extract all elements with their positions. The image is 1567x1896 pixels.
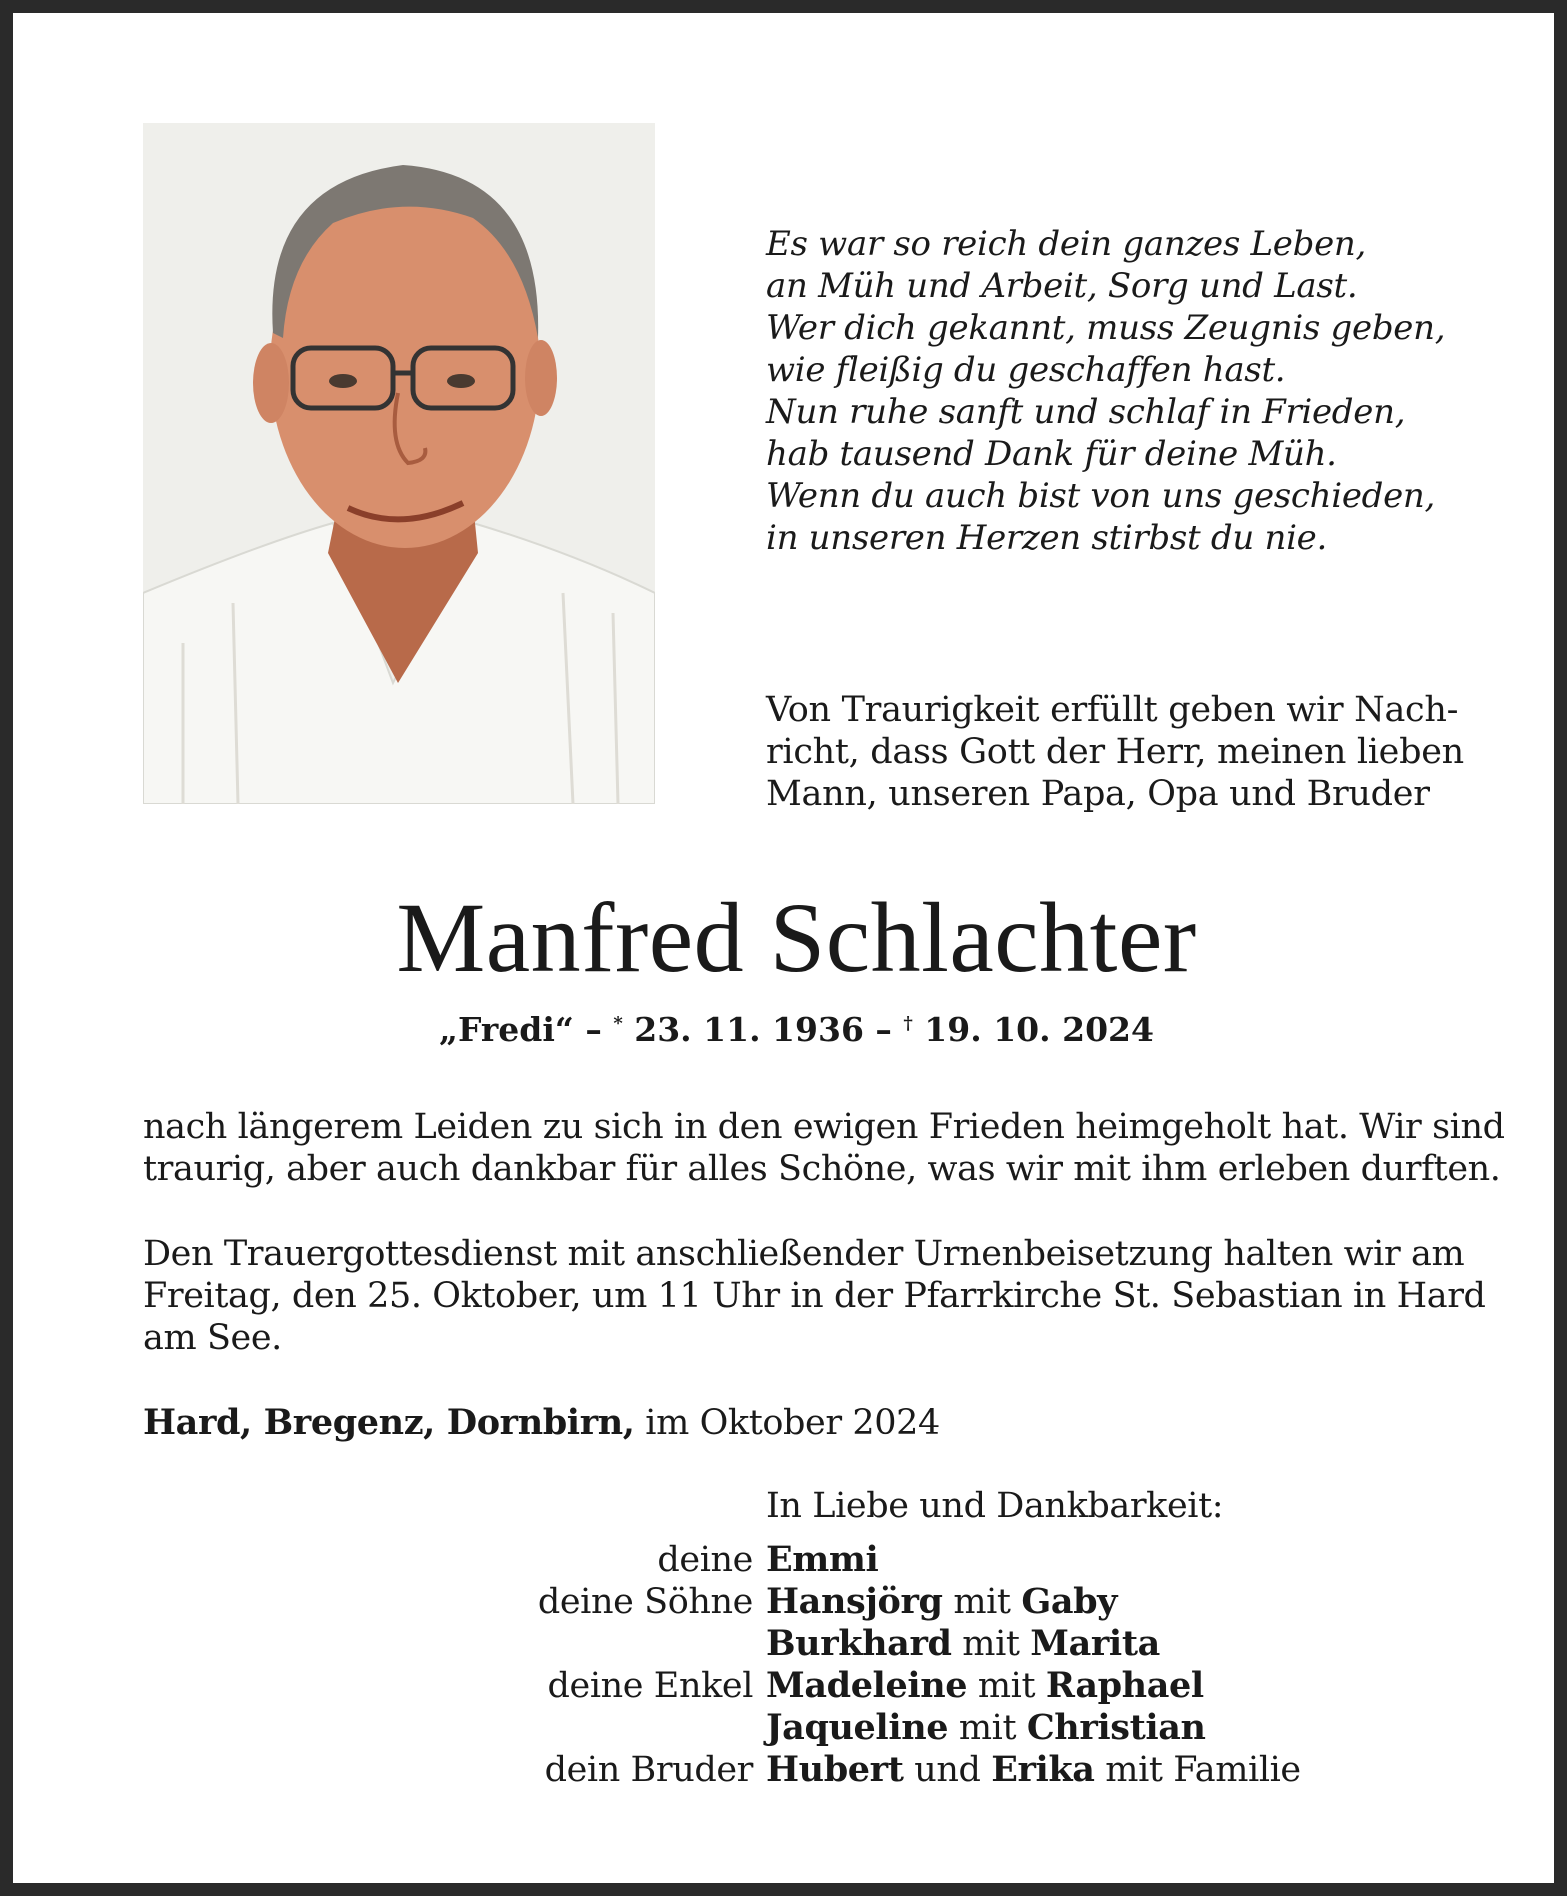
date-separator: – (573, 1010, 614, 1049)
portrait-icon (143, 123, 655, 804)
paragraph-line: nach längerem Leiden zu sich in den ewigen Frieden heimgeholt hat. Wir sind (143, 1107, 1505, 1147)
poem-line: Wenn du auch bist von uns geschieden, (766, 476, 1436, 516)
family-connector: mit (967, 1666, 1046, 1706)
family-names (766, 1623, 1160, 1665)
family-connector: mit (951, 1624, 1031, 1664)
paragraph-line: traurig, aber auch dankbar für alles Schöne, was wir mit ihm erleben durften. (143, 1149, 1501, 1189)
family-connector: mit (948, 1708, 1027, 1748)
family-connector: mit Familie (1094, 1750, 1301, 1790)
places: Hard, Bregenz, Dornbirn, (143, 1402, 635, 1443)
family-member-name: Erika (991, 1749, 1095, 1790)
family-member-name: Jaqueline (766, 1707, 949, 1748)
poem-line: Nun ruhe sanft und schlaf in Frieden, (766, 392, 1406, 432)
family-member-name: Raphael (1045, 1665, 1204, 1706)
place-date: im Oktober 2024 (634, 1403, 940, 1443)
family-connector: mit (942, 1582, 1022, 1622)
paragraph-service (143, 1233, 1486, 1359)
paragraph-line: Freitag, den 25. Oktober, um 11 Uhr in der Pfarrkirche St. Sebastian in Hard (143, 1276, 1486, 1316)
family-names (766, 1665, 1204, 1707)
family-member-name: Emmi (766, 1539, 879, 1580)
family-connector: und (903, 1750, 992, 1790)
death-cross-icon: † (903, 1013, 913, 1034)
family-row (143, 1623, 1473, 1665)
poem-line: Wer dich gekannt, muss Zeugnis geben, (766, 308, 1446, 348)
nickname: „Fredi“ (439, 1010, 574, 1049)
poem (766, 223, 1466, 559)
intro-line: Von Traurigkeit erfüllt geben wir Nach- (766, 690, 1459, 730)
poem-line: in unseren Herzen stirbst du nie. (766, 518, 1327, 558)
life-dates (13, 1003, 1567, 1051)
family-member-name: Hubert (766, 1749, 904, 1790)
paragraph-announcement (143, 1106, 1505, 1190)
family-names (766, 1707, 1206, 1749)
deceased-name: Manfred Schlachter (396, 882, 1197, 993)
intro-line: Mann, unseren Papa, Opa und Bruder (766, 774, 1430, 814)
family-names (766, 1581, 1117, 1623)
family-row (143, 1749, 1473, 1791)
family-row (143, 1539, 1473, 1581)
family-row (143, 1665, 1473, 1707)
family-member-name: Madeleine (766, 1665, 968, 1706)
family-names (766, 1749, 1301, 1791)
family-names (766, 1539, 878, 1581)
family-member-name: Christian (1026, 1707, 1206, 1748)
poem-line: Es war so reich dein ganzes Leben, (766, 224, 1367, 264)
family-row (143, 1581, 1473, 1623)
death-date: 19. 10. 2024 (912, 1010, 1154, 1049)
closing-phrase: In Liebe und Dankbarkeit: (766, 1486, 1224, 1526)
family-relation: deine Enkel (547, 1666, 753, 1706)
family-row (143, 1707, 1473, 1749)
portrait-photo (143, 123, 655, 804)
family-relation: deine Söhne (537, 1582, 753, 1622)
intro-text (766, 689, 1466, 815)
paragraph-line: am See. (143, 1318, 282, 1358)
family-relation (143, 1707, 766, 1749)
family-member-name: Hansjörg (766, 1581, 943, 1622)
family-list (143, 1539, 1473, 1791)
family-relation (143, 1623, 766, 1665)
family-member-name: Gaby (1021, 1581, 1118, 1622)
paragraph-line: Den Trauergottesdienst mit anschließender Urnenbeisetzung halten wir am (143, 1234, 1465, 1274)
birth-star-icon: * (613, 1013, 623, 1034)
date-separator: – (863, 1010, 904, 1049)
poem-line: hab tausend Dank für deine Müh. (766, 434, 1337, 474)
family-relation: dein Bruder (544, 1750, 753, 1790)
poem-line: wie fleißig du geschaffen hast. (766, 350, 1286, 390)
birth-date: 23. 11. 1936 (622, 1010, 864, 1049)
intro-line: richt, dass Gott der Herr, meinen lieben (766, 732, 1464, 772)
place-date-line (143, 1402, 940, 1444)
family-member-name: Burkhard (766, 1623, 952, 1664)
poem-line: an Müh und Arbeit, Sorg und Last. (766, 266, 1358, 306)
family-member-name: Marita (1030, 1623, 1160, 1664)
family-relation: deine (657, 1540, 753, 1580)
